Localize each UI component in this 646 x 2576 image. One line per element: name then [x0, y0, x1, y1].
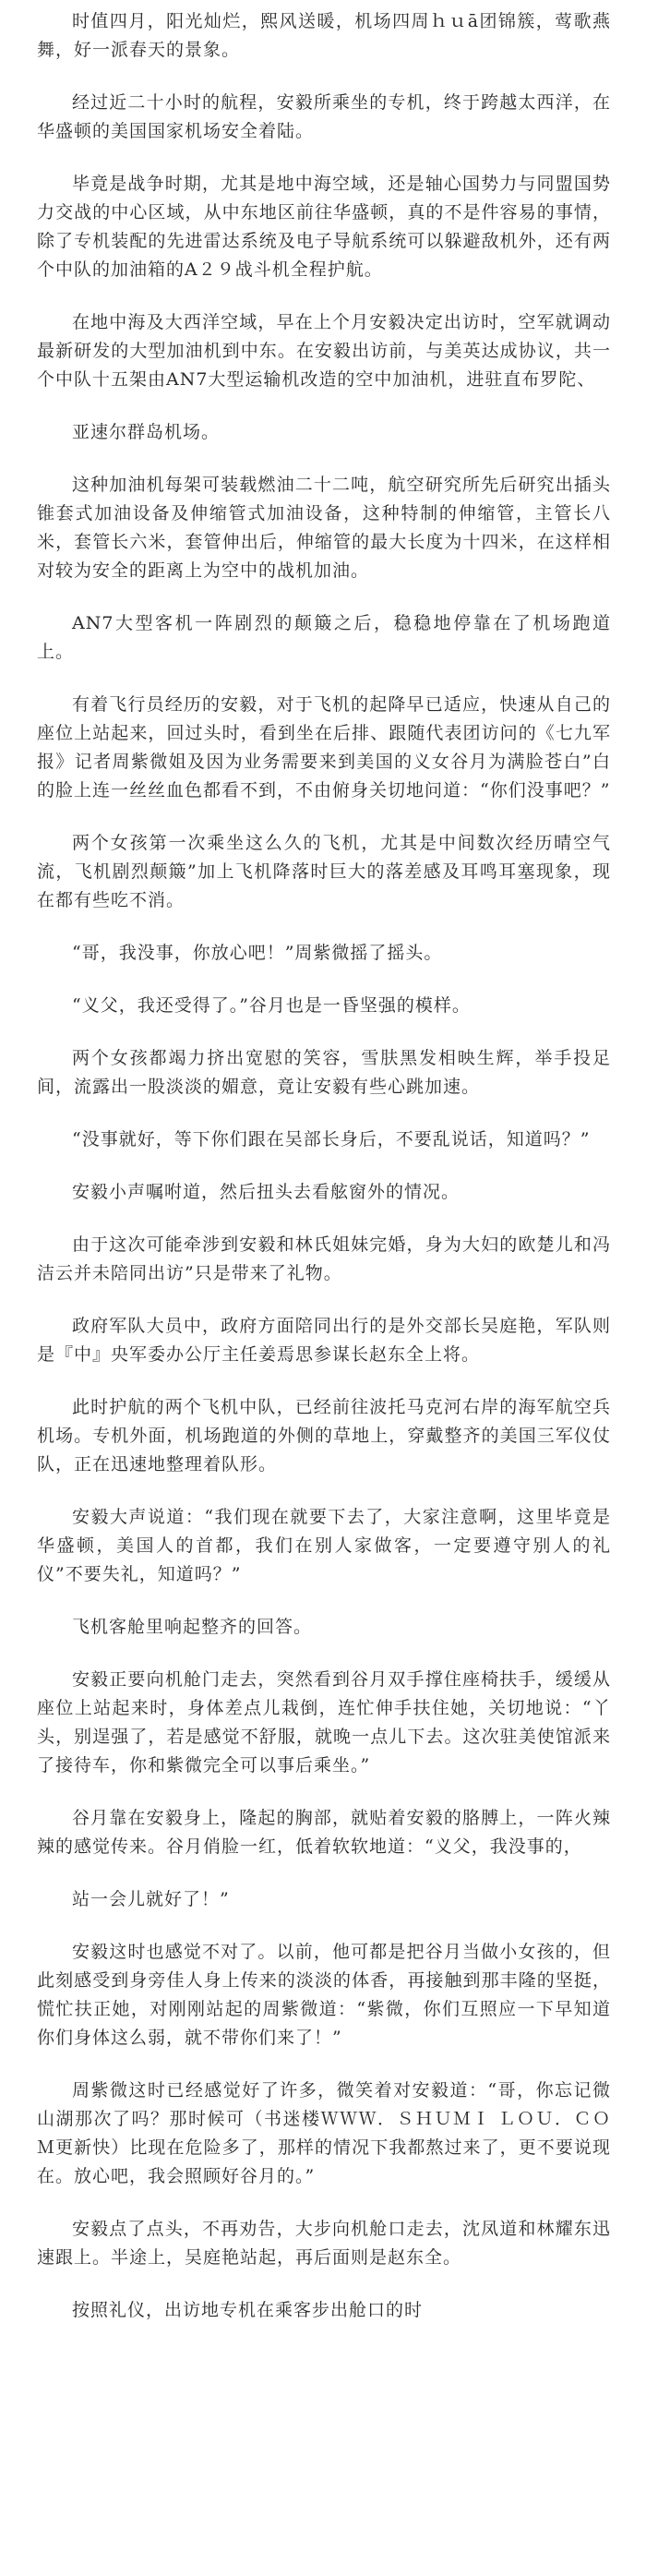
paragraph: 两个女孩都竭力挤出宽慰的笑容，雪肤黑发相映生辉，举手投足间，流露出一股淡淡的媚意，竟让安毅有些心跳加速。 — [37, 1048, 611, 1097]
paragraph: 由于这次可能牵涉到安毅和林氏姐妹完婚，身为大妇的欧楚儿和冯洁云并未陪同出访”只是带来了礼物。 — [37, 1234, 611, 1283]
paragraph: 在地中海及大西洋空域，早在上个月安毅决定出访时，空军就调动最新研发的大型加油机到中东。在安毅出访前，与美英达成协议，共一个中队十五架由AN7大型运输机改造的空中加油机，进驻直布罗陀、 — [37, 312, 611, 390]
paragraph: 安毅正要向机舱门走去，突然看到谷月双手撑住座椅扶手，缓缓从座位上站起来时，身体差点儿栽倒，连忙伸手扶住她，关切地说：“丫头，别逞强了，若是感觉不舒服，就晚一点儿下去。这次驻美使馆派来了接待车，你和紫微完全可以事后乘坐。” — [37, 1669, 611, 1776]
paragraph: 这种加油机每架可装载燃油二十二吨，航空研究所先后研究出插头锥套式加油设备及伸缩管式加油设备，这种特制的伸缩管，主管长八米，套管长六米，套管伸出后，伸缩管的最大长度为十四米，在这样相对较为安全的距离上为空中的战机加油。 — [37, 475, 611, 581]
paragraph: “哥，我没事，你放心吧！”周紫微摇了摇头。 — [72, 943, 443, 963]
paragraph: 两个女孩第一次乘坐这么久的飞机，尤其是中间数次经历晴空气流，飞机剧烈颠簸”加上飞机降落时巨大的落差感及耳鸣耳塞现象，现在都有些吃不消。 — [37, 833, 611, 910]
paragraph: 安毅点了点头，不再劝告，大步向机舱口走去，沈凤道和林耀东迅速跟上。半途上，吴庭艳站起，再后面则是赵东全。 — [37, 2219, 611, 2268]
paragraph: 亚速尔群岛机场。 — [72, 422, 221, 442]
paragraph: 站一会儿就好了！” — [72, 1889, 230, 1909]
paragraph: 此时护航的两个飞机中队，已经前往波托马克河右岸的海军航空兵机场。专机外面，机场跑道的外侧的草地上，穿戴整齐的美国三军仪仗队，正在迅速地整理着队形。 — [37, 1397, 611, 1475]
paragraph: 安毅这时也感觉不对了。以前，他可都是把谷月当做小女孩的，但此刻感受到身旁佳人身上传来的淡淡的体香，再接触到那丰隆的坚挺，慌忙扶正她，对刚刚站起的周紫微道：“紫微，你们互照应一下早知道你们身体这么弱，就不带你们来了！” — [37, 1942, 611, 2048]
paragraph: 按照礼仪，出访地专机在乘客步出舱口的时 — [72, 2300, 424, 2320]
paragraph: 毕竟是战争时期，尤其是地中海空域，还是轴心国势力与同盟国势力交战的中心区域，从中东地区前往华盛顿，真的不是件容易的事情，除了专机装配的先进雷达系统及电子导航系统可以躲避敌机外，还有两个中队的加油箱的A２９战斗机全程护航。 — [37, 174, 611, 280]
paragraph: 飞机客舱里响起整齐的回答。 — [72, 1617, 313, 1637]
paragraph: 周紫微这时已经感觉好了许多，微笑着对安毅道：“哥，你忘记微山湖那次了吗？那时候可（书迷楼ＷＷＷ．ＳＨＵＭＩ ＬＯＵ．ＣＯＭ更新快）比现在危险多了，那样的情况下我都熬过来了，更不要说现在。放心吧，我会照顾好谷月的。” — [37, 2080, 611, 2186]
paragraph: 有着飞行员经历的安毅，对于飞机的起降早已适应，快速从自己的座位上站起来，回过头时，看到坐在后排、跟随代表团访问的《七九军报》记者周紫微姐及因为业务需要来到美国的义女谷月为满脸苍白”白的脸上连一丝丝血色都看不到，不由俯身关切地问道：“你们没事吧？” — [37, 694, 611, 800]
paragraph: 安毅大声说道：“我们现在就要下去了，大家注意啊，这里毕竟是华盛顿，美国人的首都，我们在别人家做客，一定要遵守别人的礼仪”不要失礼，知道吗？” — [37, 1507, 611, 1584]
paragraph: “义父，我还受得了。”谷月也是一昏坚强的模样。 — [72, 995, 471, 1016]
paragraph: 谷月靠在安毅身上，隆起的胸部，就贴着安毅的胳膊上，一阵火辣辣的感觉传来。谷月俏脸一红，低着软软地道：“义父，我没事的， — [37, 1808, 611, 1857]
paragraph: “没事就好，等下你们跟在吴部长身后，不要乱说话，知道吗？” — [72, 1129, 591, 1150]
paragraph: AN7大型客机一阵剧烈的颠簸之后，稳稳地停靠在了机场跑道上。 — [37, 613, 611, 662]
paragraph: 经过近二十小时的航程，安毅所乘坐的专机，终于跨越太西洋，在华盛顿的美国国家机场安全着陆。 — [37, 92, 611, 141]
paragraph: 安毅小声嘱咐道，然后扭头去看舷窗外的情况。 — [72, 1182, 461, 1202]
paragraph: 时值四月，阳光灿烂，熙风送暖，机场四周ｈｕā团锦簇，莺歌燕舞，好一派春天的景象。 — [37, 11, 611, 60]
paragraph: 政府军队大员中，政府方面陪同出行的是外交部长吴庭艳，军队则是『中』央军委办公厅主任姜焉思参谋长赵东全上将。 — [37, 1316, 611, 1365]
